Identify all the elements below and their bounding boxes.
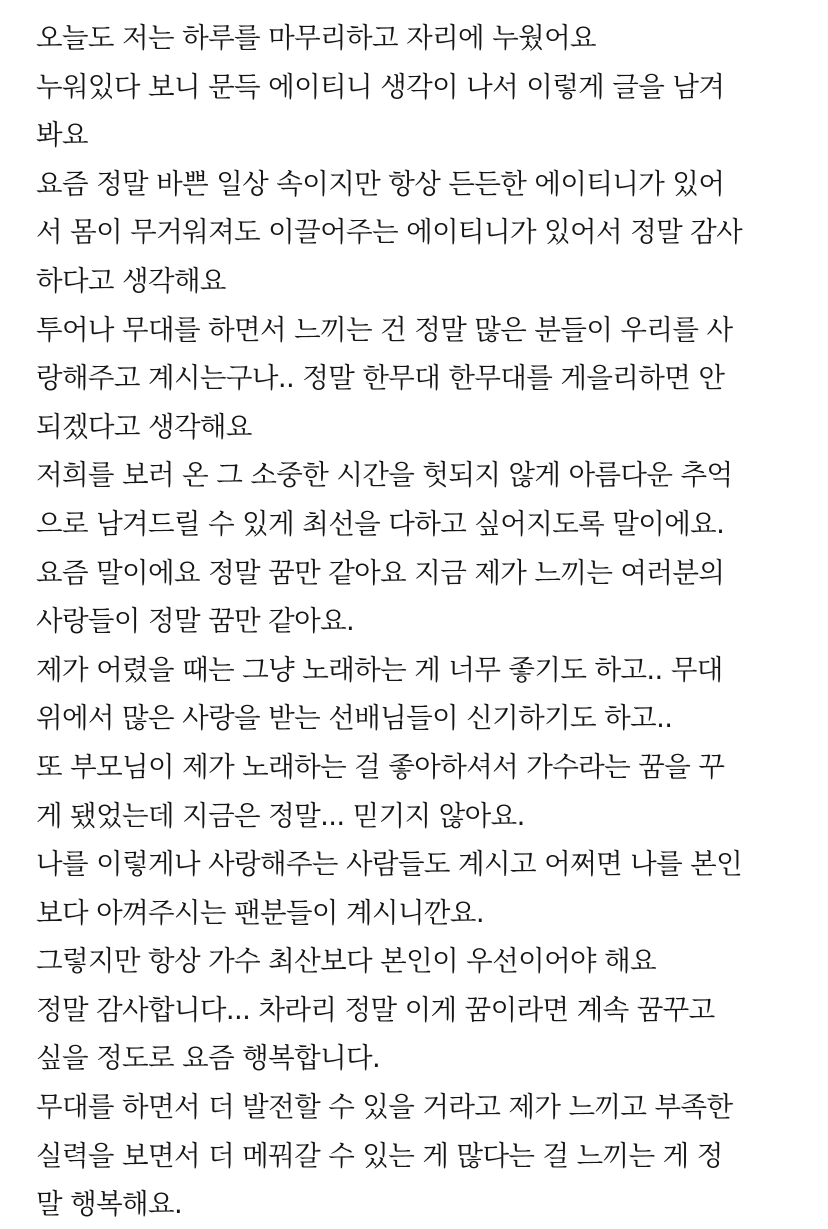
post-line: 또 부모님이 제가 노래하는 걸 좋아하셔서 가수라는 꿈을 꾸: [36, 750, 725, 783]
post-line: 투어나 무대를 하면서 느끼는 건 정말 많은 분들이 우리를 사: [36, 313, 733, 346]
post-line: 요즘 정말 바쁜 일상 속이지만 항상 든든한 에이티니가 있어: [36, 167, 725, 200]
post-line: 나를 이렇게나 사랑해주는 사람들도 계시고 어쩌면 나를 본인: [36, 848, 743, 881]
post-line: 실력을 보면서 더 메꿔갈 수 있는 게 많다는 걸 느끼는 게 정: [36, 1139, 723, 1172]
post-line: 하다고 생각해요: [36, 264, 226, 297]
post-body: [36, 14, 806, 1229]
post-line: 싶을 정도로 요즘 행복합니다.: [36, 1042, 381, 1075]
post-line: 게 됐었는데 지금은 정말... 믿기지 않아요.: [36, 799, 525, 832]
post-line: 말 행복해요.: [36, 1188, 183, 1221]
post-line: 랑해주고 계시는구나.. 정말 한무대 한무대를 게을리하면 안: [36, 362, 725, 395]
post-line: 오늘도 저는 하루를 마무리하고 자리에 누웠어요: [36, 22, 597, 54]
post-line: 봐요: [36, 119, 88, 152]
post-line: 제가 어렸을 때는 그냥 노래하는 게 너무 좋기도 하고.. 무대: [36, 653, 723, 686]
post-line: 정말 감사합니다... 차라리 정말 이게 꿈이라면 계속 꿈꾸고: [36, 993, 715, 1026]
post-line: 서 몸이 무거워져도 이끌어주는 에이티니가 있어서 정말 감사: [36, 216, 743, 249]
post-line: 되겠다고 생각해요: [36, 410, 252, 443]
post-line: 누워있다 보니 문득 에이티니 생각이 나서 이렇게 글을 남겨: [36, 70, 725, 103]
post-line: 으로 남겨드릴 수 있게 최선을 다하고 싶어지도록 말이에요.: [36, 507, 725, 540]
post-line: 요즘 말이에요 정말 꿈만 같아요 지금 제가 느끼는 여러분의: [36, 556, 725, 589]
post-line: 저희를 보러 온 그 소중한 시간을 헛되지 않게 아름다운 추억: [36, 459, 733, 492]
post-line: 사랑들이 정말 꿈만 같아요.: [36, 605, 355, 638]
post-line: 보다 아껴주시는 팬분들이 계시니깐요.: [36, 896, 485, 929]
post-line: 무대를 하면서 더 발전할 수 있을 거라고 제가 느끼고 부족한: [36, 1091, 733, 1124]
post-line: 그렇지만 항상 가수 최산보다 본인이 우선이어야 해요: [36, 945, 657, 978]
post-line: 위에서 많은 사랑을 받는 선배님들이 신기하기도 하고..: [36, 702, 673, 735]
